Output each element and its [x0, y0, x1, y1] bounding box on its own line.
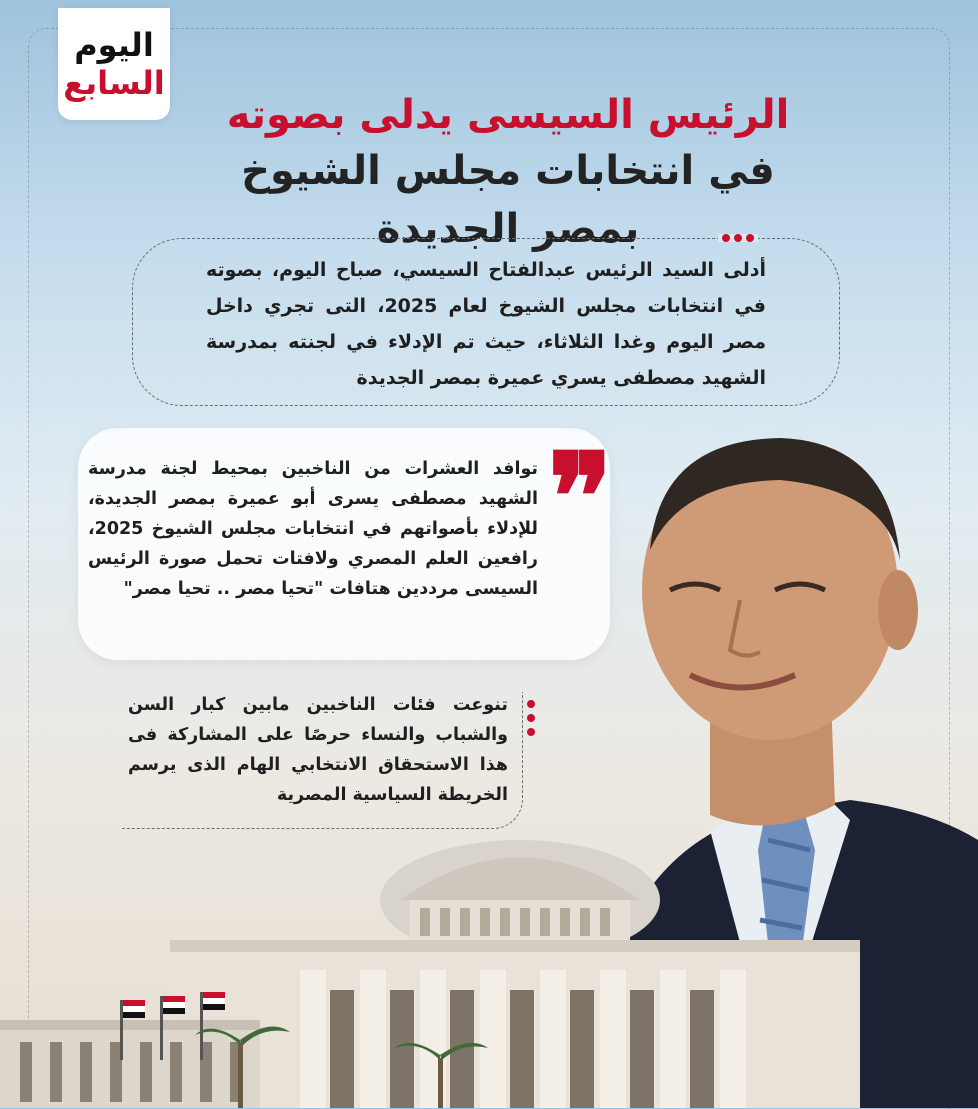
logo-line-1: اليوم: [74, 26, 154, 64]
parliament-building: [0, 820, 860, 1108]
voters-paragraph: تنوعت فئات الناخبين مابين كبار السن والشباب والنساء حرصًا على المشاركة فى هذا الاستحقاق الانتخابي الهام الذى يرسم الخريطة السياسية المصرية: [128, 695, 508, 805]
dots-decoration-vertical: [527, 700, 535, 736]
quote-text: توافد العشرات من الناخبين بمحيط لجنة مدرسة الشهيد مصطفى يسرى أبو عميرة بمصر الجديدة، للإدلاء بأصواتهم في انتخابات مجلس الشيوخ 2025، رافعين العلم المصري ولافتات تحمل صورة الرئيس السيسى مرددين هتافات "تحيا مصر .. تحيا مصر": [88, 459, 538, 599]
youm7-logo[interactable]: [58, 8, 170, 120]
logo-line-2: السابع: [63, 64, 165, 102]
intro-paragraph: أدلى السيد الرئيس عبدالفتاح السيسي، صباح اليوم، بصوته في انتخابات مجلس الشيوخ لعام 2025، التى تجري داخل مصر اليوم وغدا الثلاثاء، حيث تم الإدلاء في لجنته بمدرسة الشهيد مصطفى يسري عميرة بمصر الجديدة: [206, 259, 766, 389]
headline-line-2: في انتخابات مجلس الشيوخ بمصر الجديدة: [241, 148, 775, 252]
headline-line-1: الرئيس السيسى يدلى بصوته: [226, 92, 790, 138]
quote-mark-icon: ❞: [548, 427, 613, 568]
dots-decoration-horizontal: [718, 234, 758, 242]
headline: [188, 88, 828, 258]
